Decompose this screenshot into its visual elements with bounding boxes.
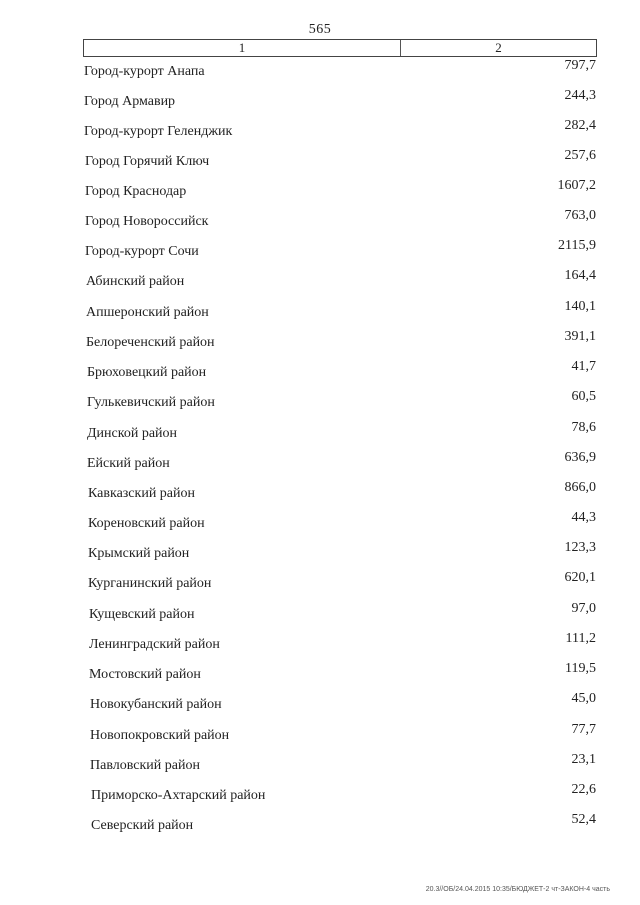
table-row [0,812,640,840]
row-name: Город Армавир [84,94,176,109]
row-name: Ейский район [87,456,170,471]
row-value: 23,1 [571,752,596,767]
row-name: Город-курорт Сочи [85,244,199,259]
table-row [0,540,640,568]
row-value: 119,5 [565,661,596,676]
row-name: Крымский район [88,546,190,561]
row-name: Город-курорт Геленджик [84,124,233,139]
row-value: 78,6 [571,420,596,435]
table-row [0,238,640,266]
row-value: 41,7 [571,359,596,374]
row-value: 620,1 [564,570,596,585]
row-value: 52,4 [571,812,596,827]
table-row [0,450,640,478]
table-row [0,420,640,448]
row-value: 636,9 [564,450,596,465]
row-value: 391,1 [564,329,596,344]
row-value: 44,3 [571,510,596,525]
row-value: 140,1 [564,299,596,314]
table-row [0,631,640,659]
row-value: 244,3 [564,88,596,103]
table-row [0,661,640,689]
row-value: 22,6 [571,782,596,797]
row-name: Северский район [91,818,194,833]
table-row [0,601,640,629]
table-header-col2: 2 [495,40,502,55]
row-name: Динской район [87,426,178,441]
page-number: 565 [308,22,332,37]
table-row [0,268,640,296]
row-value: 797,7 [564,58,596,73]
row-value: 60,5 [571,389,596,404]
row-value: 77,7 [571,722,596,737]
row-name: Белореченский район [86,335,215,350]
table-header-col1: 1 [84,40,401,56]
row-name: Гулькевичский район [87,395,215,410]
row-name: Приморско-Ахтарский район [91,788,266,803]
row-value: 866,0 [564,480,596,495]
row-name: Кущевский район [89,607,195,622]
row-value: 282,4 [564,118,596,133]
table-row [0,480,640,508]
row-name: Абинский район [86,274,185,289]
table-row [0,752,640,780]
row-name: Город Краснодар [85,184,187,199]
table-row [0,359,640,387]
row-name: Новопокровский район [90,728,230,743]
table-row [0,148,640,176]
row-name: Мостовский район [89,667,201,682]
table-row [0,570,640,598]
table-row [0,118,640,146]
table-row [0,58,640,86]
row-name: Город-курорт Анапа [84,64,205,79]
row-value: 45,0 [571,691,596,706]
row-name: Новокубанский район [90,697,222,712]
table-row [0,722,640,750]
table-row [0,329,640,357]
table-row [0,299,640,327]
row-name: Апшеронский район [86,305,209,320]
row-value: 111,2 [565,631,596,646]
row-name: Город Новороссийск [85,214,209,229]
row-value: 97,0 [571,601,596,616]
row-value: 1607,2 [557,178,596,193]
table-row [0,88,640,116]
row-value: 763,0 [564,208,596,223]
table-row [0,208,640,236]
row-name: Кореновский район [88,516,205,531]
document-footer-stamp: 20.3//ОБ/24.04.2015 10:35/БЮДЖЕТ-2 чт-ЗАКОН-4 часть [425,886,610,893]
row-value: 123,3 [564,540,596,555]
row-name: Павловский район [90,758,200,773]
row-name: Город Горячий Ключ [85,154,210,169]
table-row [0,389,640,417]
row-name: Брюховецкий район [87,365,207,380]
table-row [0,782,640,810]
row-value: 257,6 [564,148,596,163]
row-name: Кавказский район [88,486,196,501]
table-row [0,691,640,719]
table-row [0,510,640,538]
row-name: Курганинский район [88,576,212,591]
table-row [0,178,640,206]
row-name: Ленинградский район [89,637,220,652]
row-value: 164,4 [564,268,596,283]
row-value: 2115,9 [558,238,596,253]
